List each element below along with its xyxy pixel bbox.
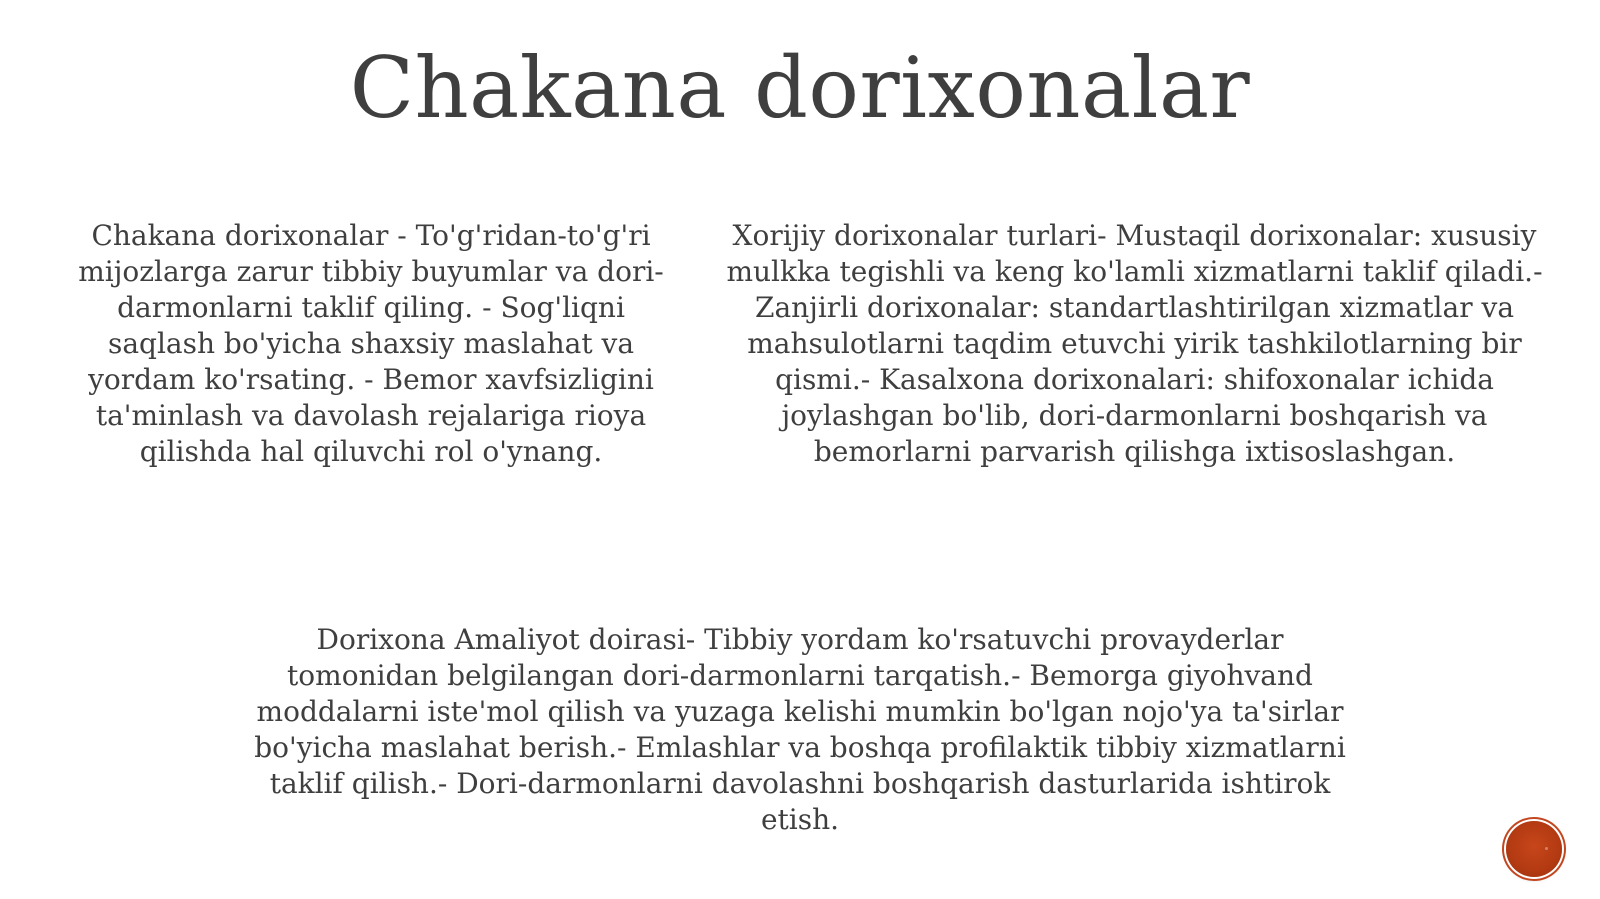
nav-button-highlight — [1545, 847, 1548, 850]
pharmacy-types-text: Xorijiy dorixonalar turlari- Mustaqil dorixonalar: xususiy mulkka tegishli va keng ko'lamli xizmatlarni taklif qiladi.- Zanjirli dorixonalar: standartlashtirilgan xizmatlar va mahsulotlarni taqdim etuvchi yirik tashkilotlarning bir qismi.- Kasalxona dorixonalari: shifoxonalar ichida joylashgan bo'lib, dori-darmonlarni boshqarish va bemorlarni parvarish qilishga ixtisoslashgan. — [726, 219, 1543, 468]
slide-title: Chakana dorixonalar — [349, 39, 1251, 137]
retail-pharmacies-text: Chakana dorixonalar - To'g'ridan-to'g'ri mijozlarga zarur tibbiy buyumlar va dori-darmonlarni taklif qiling. - Sog'liqni saqlash bo'yicha shaxsiy maslahat va yordam ko'rsating. - Bemor xavfsizligini ta'minlash va davolash rejalariga rioya qilishda hal qiluvchi rol o'ynang. — [78, 219, 664, 468]
circle-nav-button-icon[interactable] — [1506, 821, 1562, 877]
pharmacy-practice-scope-text: Dorixona Amaliyot doirasi- Tibbiy yordam ko'rsatuvchi provayderlar tomonidan belgilangan dori-darmonlarni tarqatish.- Bemorga giyohvand moddalarni iste'mol qilish va yuzaga kelishi mumkin bo'lgan nojo'ya ta'sirlar bo'yicha maslahat berish.- Emlashlar va boshqa profilaktik tibbiy xizmatlarni taklif qilish.- Dori-darmonlarni davolashni boshqarish dasturlarida ishtirok etish. — [254, 623, 1346, 836]
